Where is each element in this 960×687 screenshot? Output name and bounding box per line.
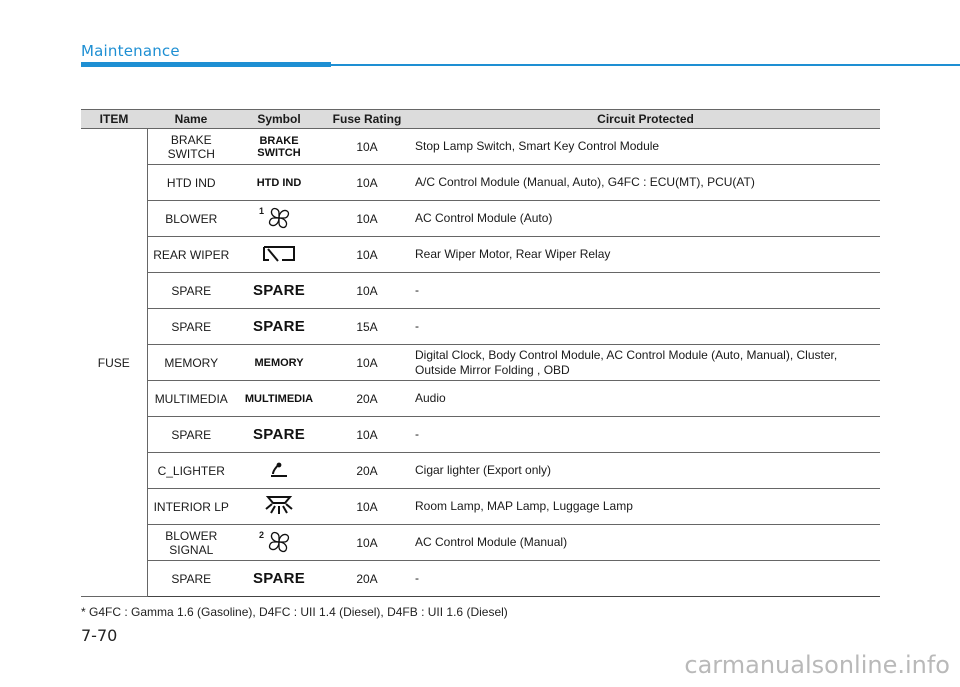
circuit-protected: Room Lamp, MAP Lamp, Luggage Lamp <box>411 489 880 525</box>
table-row <box>81 165 880 201</box>
column-header-name: Name <box>147 110 235 129</box>
fuse-name: HTD IND <box>147 165 235 201</box>
fuse-symbol <box>235 525 323 561</box>
fuse-symbol: HTD IND <box>235 165 323 201</box>
fuse-name: MULTIMEDIA <box>147 381 235 417</box>
fuse-name: BLOWER SIGNAL <box>147 525 235 561</box>
column-header-item: ITEM <box>81 110 147 129</box>
fuse-symbol: SPARE <box>235 273 323 309</box>
cigar-lighter-icon <box>267 461 291 481</box>
fuse-symbol <box>235 489 323 525</box>
fuse-name: REAR WIPER <box>147 237 235 273</box>
fuse-symbol: BRAKE SWITCH <box>235 129 323 165</box>
circuit-protected: - <box>411 561 880 597</box>
circuit-protected: AC Control Module (Manual) <box>411 525 880 561</box>
circuit-protected: Stop Lamp Switch, Smart Key Control Module <box>411 129 880 165</box>
fuse-name: BRAKE SWITCH <box>147 129 235 165</box>
fan-icon <box>266 529 292 557</box>
table-row <box>81 381 880 417</box>
circuit-protected: - <box>411 273 880 309</box>
fuse-symbol: MEMORY <box>235 345 323 381</box>
fuse-symbol <box>235 237 323 273</box>
fuse-name: SPARE <box>147 561 235 597</box>
fuse-rating: 10A <box>323 273 411 309</box>
fuse-symbol: SPARE <box>235 417 323 453</box>
fuse-rating: 10A <box>323 345 411 381</box>
watermark: carmanualsonline.info <box>684 651 950 679</box>
fuse-symbol: SPARE <box>235 309 323 345</box>
table-row <box>81 237 880 273</box>
column-header-symbol: Symbol <box>235 110 323 129</box>
fuse-name: MEMORY <box>147 345 235 381</box>
table-row <box>81 273 880 309</box>
table-row <box>81 417 880 453</box>
circuit-protected: A/C Control Module (Manual, Auto), G4FC : ECU(MT), PCU(AT) <box>411 165 880 201</box>
fuse-rating: 20A <box>323 381 411 417</box>
fuse-name: SPARE <box>147 273 235 309</box>
fuse-rating: 15A <box>323 309 411 345</box>
table-row <box>81 309 880 345</box>
section-title: Maintenance <box>81 42 180 60</box>
circuit-protected: - <box>411 309 880 345</box>
circuit-protected: Cigar lighter (Export only) <box>411 453 880 489</box>
table-row <box>81 201 880 237</box>
fuse-name: BLOWER <box>147 201 235 237</box>
fuse-rating: 10A <box>323 525 411 561</box>
item-cell-fuse: FUSE <box>81 129 147 597</box>
column-header-fuse-rating: Fuse Rating <box>323 110 411 129</box>
page-number: 7-70 <box>81 626 118 645</box>
fuse-name: C_LIGHTER <box>147 453 235 489</box>
fuse-symbol <box>235 453 323 489</box>
table-row <box>81 345 880 381</box>
fan-icon <box>266 205 292 233</box>
fuse-rating: 10A <box>323 165 411 201</box>
column-header-circuit-protected: Circuit Protected <box>411 110 880 129</box>
fuse-table <box>81 109 880 597</box>
fuse-rating: 20A <box>323 453 411 489</box>
circuit-protected: Rear Wiper Motor, Rear Wiper Relay <box>411 237 880 273</box>
fuse-symbol <box>235 201 323 237</box>
fuse-rating: 10A <box>323 489 411 525</box>
circuit-protected: AC Control Module (Auto) <box>411 201 880 237</box>
table-row <box>81 525 880 561</box>
fuse-rating: 20A <box>323 561 411 597</box>
table-header-row <box>81 110 880 129</box>
symbol-superscript: 1 <box>259 206 265 216</box>
circuit-protected: Digital Clock, Body Control Module, AC Control Module (Auto, Manual), Cluster, Outside Mirror Folding , OBD <box>411 345 880 381</box>
circuit-protected: - <box>411 417 880 453</box>
circuit-protected: Audio <box>411 381 880 417</box>
fuse-name: SPARE <box>147 417 235 453</box>
table-row <box>81 453 880 489</box>
header-rule-thin <box>331 64 960 66</box>
fuse-name: INTERIOR LP <box>147 489 235 525</box>
table-row <box>81 561 880 597</box>
fuse-rating: 10A <box>323 201 411 237</box>
fuse-rating: 10A <box>323 237 411 273</box>
table-row <box>81 489 880 525</box>
header-rule-thick <box>81 62 331 67</box>
fuse-rating: 10A <box>323 129 411 165</box>
fuse-symbol: SPARE <box>235 561 323 597</box>
footnote: * G4FC : Gamma 1.6 (Gasoline), D4FC : UII 1.4 (Diesel), D4FB : UII 1.6 (Diesel) <box>81 605 508 619</box>
fuse-name: SPARE <box>147 309 235 345</box>
rear-wiper-icon <box>261 243 297 267</box>
symbol-superscript: 2 <box>259 530 265 540</box>
interior-lamp-icon <box>263 493 295 521</box>
table-row <box>81 129 880 165</box>
fuse-rating: 10A <box>323 417 411 453</box>
fuse-symbol: MULTIMEDIA <box>235 381 323 417</box>
